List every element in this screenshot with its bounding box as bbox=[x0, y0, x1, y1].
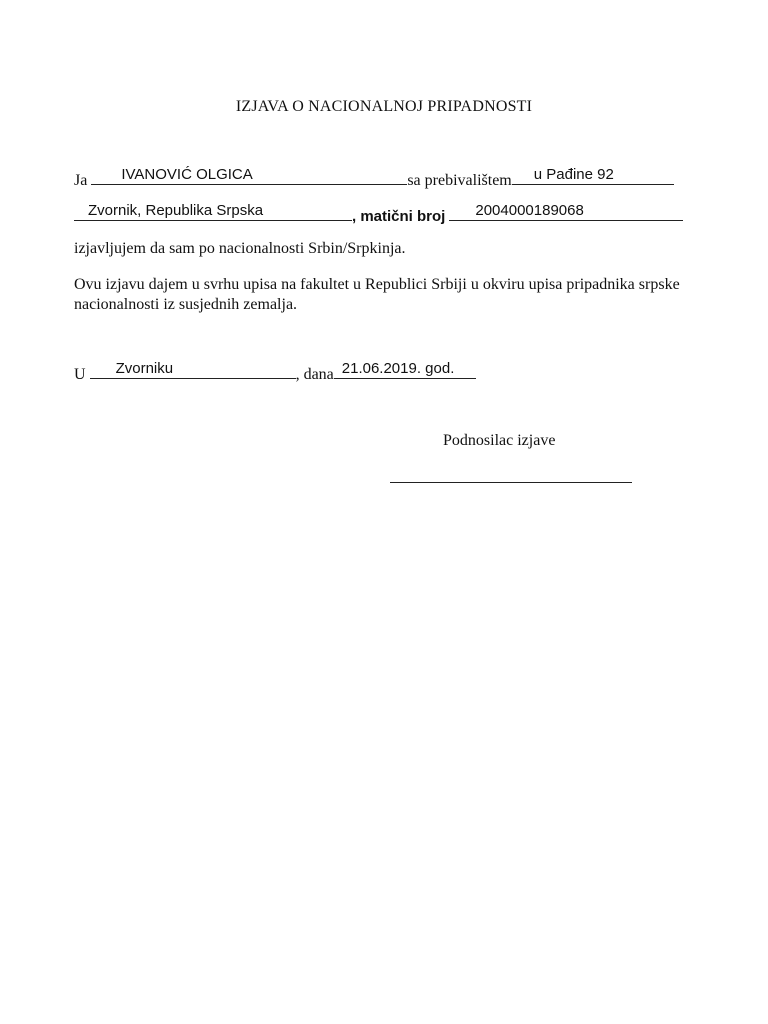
signer-label: Podnosilac izjave bbox=[443, 432, 556, 449]
document-title: IZJAVA O NACIONALNOJ PRIPADNOSTI bbox=[235, 98, 533, 115]
place-field[interactable] bbox=[74, 202, 352, 221]
city-field[interactable] bbox=[90, 360, 296, 379]
ja-label: Ja bbox=[74, 172, 88, 189]
nationality-line: izjavljujem da sam po nacionalnosti Srbin/Srpkinja. bbox=[74, 240, 406, 257]
date-label: , dana bbox=[295, 366, 334, 383]
name-field[interactable] bbox=[91, 166, 407, 185]
u-label: U bbox=[74, 366, 86, 383]
purpose-paragraph: Ovu izjavu dajem u svrhu upisa na fakultet u Republici Srbiji u okviru upisa pripadnika srpske nacionalnosti iz susjednih zemalja. bbox=[74, 276, 680, 313]
place-date-line bbox=[74, 360, 476, 384]
place-value: Zvornik, Republika Srpska bbox=[88, 202, 264, 219]
residence-value: u Pađine 92 bbox=[533, 166, 614, 183]
residence-field[interactable] bbox=[512, 166, 674, 185]
city-value: Zvorniku bbox=[115, 360, 174, 377]
residence-label: sa prebivalištem bbox=[407, 172, 512, 189]
place-id-line bbox=[74, 202, 683, 226]
date-value: 21.06.2019. god. bbox=[341, 360, 455, 377]
date-field[interactable] bbox=[334, 360, 476, 379]
id-label: , matični broj bbox=[352, 208, 446, 225]
name-value: IVANOVIĆ OLGICA bbox=[121, 166, 253, 183]
id-value: 2004000189068 bbox=[475, 202, 584, 219]
name-residence-line bbox=[74, 166, 674, 190]
id-field[interactable] bbox=[449, 202, 683, 221]
signature-line[interactable] bbox=[390, 482, 632, 483]
